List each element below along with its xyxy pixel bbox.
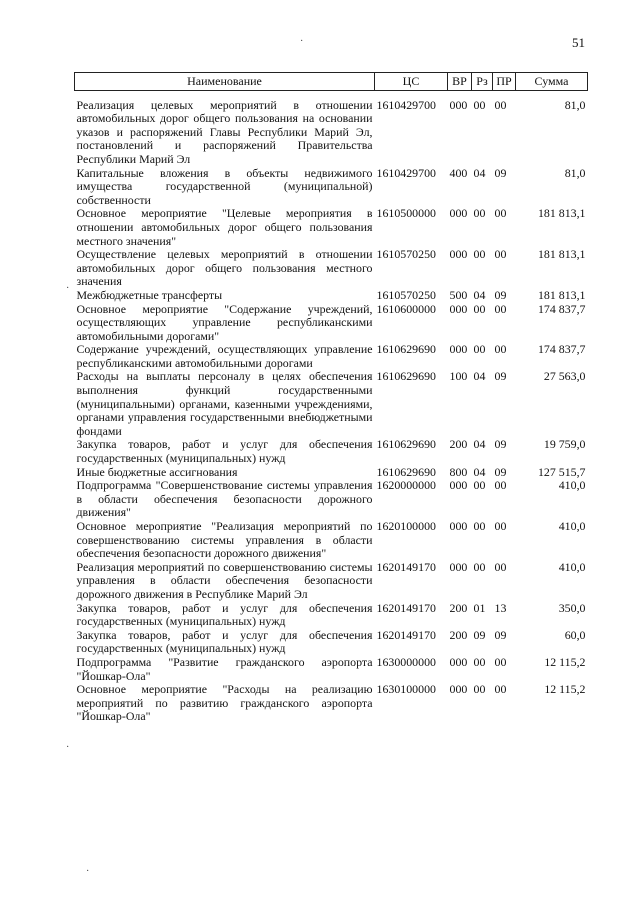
row-expense-type: 000 [449, 478, 468, 493]
row-name: Реализация целевых мероприятий в отношении автомобильных дорог общего пользования на основании указов и распоряжений Главы Республики Марий Эл, постановлений и распоряжений Правительства Республики Марий Эл [76, 97, 373, 166]
table-row [75, 167, 588, 208]
row-subsection: 00 [494, 519, 507, 533]
row-amount: 181 813,1 [537, 287, 586, 302]
row-target-code: 1610429700 [376, 165, 436, 180]
header-vr: ВР [448, 73, 472, 91]
row-subsection: 00 [494, 559, 507, 574]
row-expense-type: 000 [449, 97, 468, 112]
row-subsection: 09 [494, 287, 507, 302]
budget-table [74, 72, 588, 724]
row-subsection: 09 [494, 369, 507, 384]
table-row [75, 683, 588, 724]
row-expense-type: 000 [449, 654, 468, 669]
row-amount: 12 115,2 [544, 654, 586, 669]
row-amount: 81,0 [564, 97, 586, 112]
row-section: 00 [473, 519, 486, 533]
table-row [75, 479, 588, 520]
row-amount: 410,0 [558, 519, 586, 533]
row-amount: 19 759,0 [543, 437, 586, 452]
table-row [75, 520, 588, 561]
row-target-code: 1620149170 [376, 600, 436, 615]
row-amount: 81,0 [564, 165, 586, 180]
table-row [75, 207, 588, 248]
row-expense-type: 000 [449, 206, 468, 221]
row-expense-type: 400 [449, 165, 468, 180]
header-rz: Рз [472, 73, 493, 91]
scan-speck: · [66, 742, 70, 753]
row-name: Основное мероприятие "Целевые мероприятия в отношении автомобильных дорог общего пользования местного значения" [76, 206, 373, 248]
row-expense-type: 800 [449, 464, 468, 479]
row-section: 04 [473, 437, 486, 452]
row-target-code: 1610500000 [376, 206, 436, 221]
row-expense-type: 200 [449, 437, 468, 452]
row-target-code: 1610429700 [376, 97, 436, 112]
row-subsection: 00 [494, 206, 507, 221]
row-section: 00 [473, 247, 486, 262]
row-expense-type: 100 [449, 369, 468, 384]
row-target-code: 1620149170 [376, 559, 436, 574]
row-section: 01 [473, 600, 486, 615]
row-subsection: 09 [494, 464, 507, 479]
row-section: 09 [473, 627, 486, 642]
row-target-code: 1610600000 [376, 301, 436, 316]
row-expense-type: 000 [449, 682, 468, 697]
row-name: Закупка товаров, работ и услуг для обеспечения государственных (муниципальных) нужд [76, 600, 373, 629]
row-subsection: 13 [494, 600, 507, 615]
row-name: Закупка товаров, работ и услуг для обеспечения государственных (муниципальных) нужд [76, 627, 373, 656]
row-subsection: 00 [494, 682, 507, 697]
row-section: 00 [473, 654, 486, 669]
table-row [75, 289, 588, 303]
row-section: 00 [473, 97, 486, 112]
row-name: Межбюджетные трансферты [76, 287, 223, 302]
row-target-code: 1620149170 [376, 627, 436, 642]
scan-speck: · [66, 283, 70, 294]
row-amount: 174 837,7 [537, 342, 586, 357]
row-name: Основное мероприятие "Расходы на реализацию мероприятий по развитию гражданского аэропорта "Йошкар-Ола" [76, 682, 373, 724]
row-section: 04 [473, 464, 486, 479]
table-row [75, 303, 588, 344]
table-row [75, 343, 588, 370]
row-amount: 410,0 [558, 559, 586, 574]
row-name: Основное мероприятие "Реализация мероприятий по совершенствованию системы управления в области обеспечения безопасности дорожного движения" [76, 519, 373, 561]
row-amount: 174 837,7 [537, 301, 586, 316]
table-body [75, 90, 588, 724]
row-name: Осуществление целевых мероприятий в отношении автомобильных дорог общего пользования местного значения [76, 247, 373, 289]
table-row [75, 438, 588, 465]
row-target-code: 1630100000 [376, 682, 436, 697]
row-subsection: 00 [494, 478, 507, 493]
header-sum: Сумма [516, 73, 588, 91]
row-section: 04 [473, 287, 486, 302]
page-number: 51 [572, 35, 585, 50]
row-subsection: 00 [494, 247, 507, 262]
table-row [75, 248, 588, 289]
row-expense-type: 000 [449, 519, 468, 533]
row-section: 04 [473, 369, 486, 384]
row-name: Основное мероприятие "Содержание учреждений, осуществляющих управление республиканскими автомобильными дорогами" [76, 301, 373, 343]
row-subsection: 09 [494, 437, 507, 452]
row-section: 00 [473, 682, 486, 697]
row-name: Закупка товаров, работ и услуг для обеспечения государственных (муниципальных) нужд [76, 437, 373, 466]
row-amount: 60,0 [564, 627, 586, 642]
row-section: 00 [473, 478, 486, 493]
row-target-code: 1610629690 [376, 369, 436, 384]
row-subsection: 09 [494, 627, 507, 642]
row-target-code: 1610629690 [376, 464, 436, 479]
scan-speck: · [300, 36, 304, 47]
row-amount: 350,0 [558, 600, 586, 615]
row-amount: 181 813,1 [537, 206, 586, 221]
row-subsection: 09 [494, 165, 507, 180]
row-name: Капитальные вложения в объекты недвижимого имущества государственной (муниципальной) собственности [76, 165, 373, 207]
row-target-code: 1610629690 [376, 342, 436, 357]
table-row [75, 561, 588, 602]
row-subsection: 00 [494, 654, 507, 669]
row-amount: 181 813,1 [537, 247, 586, 262]
table-row [75, 370, 588, 438]
row-name: Подпрограмма "Развитие гражданского аэропорта "Йошкар-Ола" [76, 654, 373, 683]
row-expense-type: 200 [449, 600, 468, 615]
row-target-code: 1620100000 [376, 519, 436, 533]
row-section: 00 [473, 301, 486, 316]
scan-speck: · [86, 866, 90, 877]
row-amount: 12 115,2 [544, 682, 586, 697]
row-amount: 410,0 [558, 478, 586, 493]
row-target-code: 1610629690 [376, 437, 436, 452]
table-row [75, 629, 588, 656]
row-expense-type: 000 [449, 559, 468, 574]
row-amount: 127 515,7 [537, 464, 586, 479]
row-subsection: 00 [494, 97, 507, 112]
row-target-code: 1610570250 [376, 247, 436, 262]
row-section: 04 [473, 165, 486, 180]
table-row [75, 602, 588, 629]
row-expense-type: 500 [449, 287, 468, 302]
row-name: Реализация мероприятий по совершенствованию системы управления в области обеспечения безопасности дорожного движения в Республике Марий Эл [76, 559, 373, 601]
header-cs: ЦС [375, 73, 448, 91]
table-header [75, 73, 588, 91]
row-subsection: 00 [494, 301, 507, 316]
row-section: 00 [473, 342, 486, 357]
table-row [75, 466, 588, 480]
row-target-code: 1630000000 [376, 654, 436, 669]
row-name: Расходы на выплаты персоналу в целях обеспечения выполнения функций государственными (муниципальными) органами, казенными учреждениями, органами управления государственными внебюджетными фондами [76, 369, 373, 438]
row-expense-type: 200 [449, 627, 468, 642]
table-row [75, 656, 588, 683]
row-section: 00 [473, 559, 486, 574]
row-section: 00 [473, 206, 486, 221]
row-expense-type: 000 [449, 301, 468, 316]
row-name: Подпрограмма "Совершенствование системы управления в области обеспечения безопасности дорожного движения" [76, 478, 373, 520]
row-target-code: 1610570250 [376, 287, 436, 302]
row-name: Содержание учреждений, осуществляющих управление республиканскими автомобильными дорогами [76, 342, 373, 370]
header-pr: ПР [493, 73, 516, 91]
row-name: Иные бюджетные ассигнования [76, 464, 238, 479]
row-subsection: 00 [494, 342, 507, 357]
row-expense-type: 000 [449, 247, 468, 262]
row-expense-type: 000 [449, 342, 468, 357]
row-amount: 27 563,0 [543, 369, 586, 384]
row-target-code: 1620000000 [376, 478, 436, 493]
header-name: Наименование [75, 73, 375, 91]
table-row [75, 99, 588, 167]
